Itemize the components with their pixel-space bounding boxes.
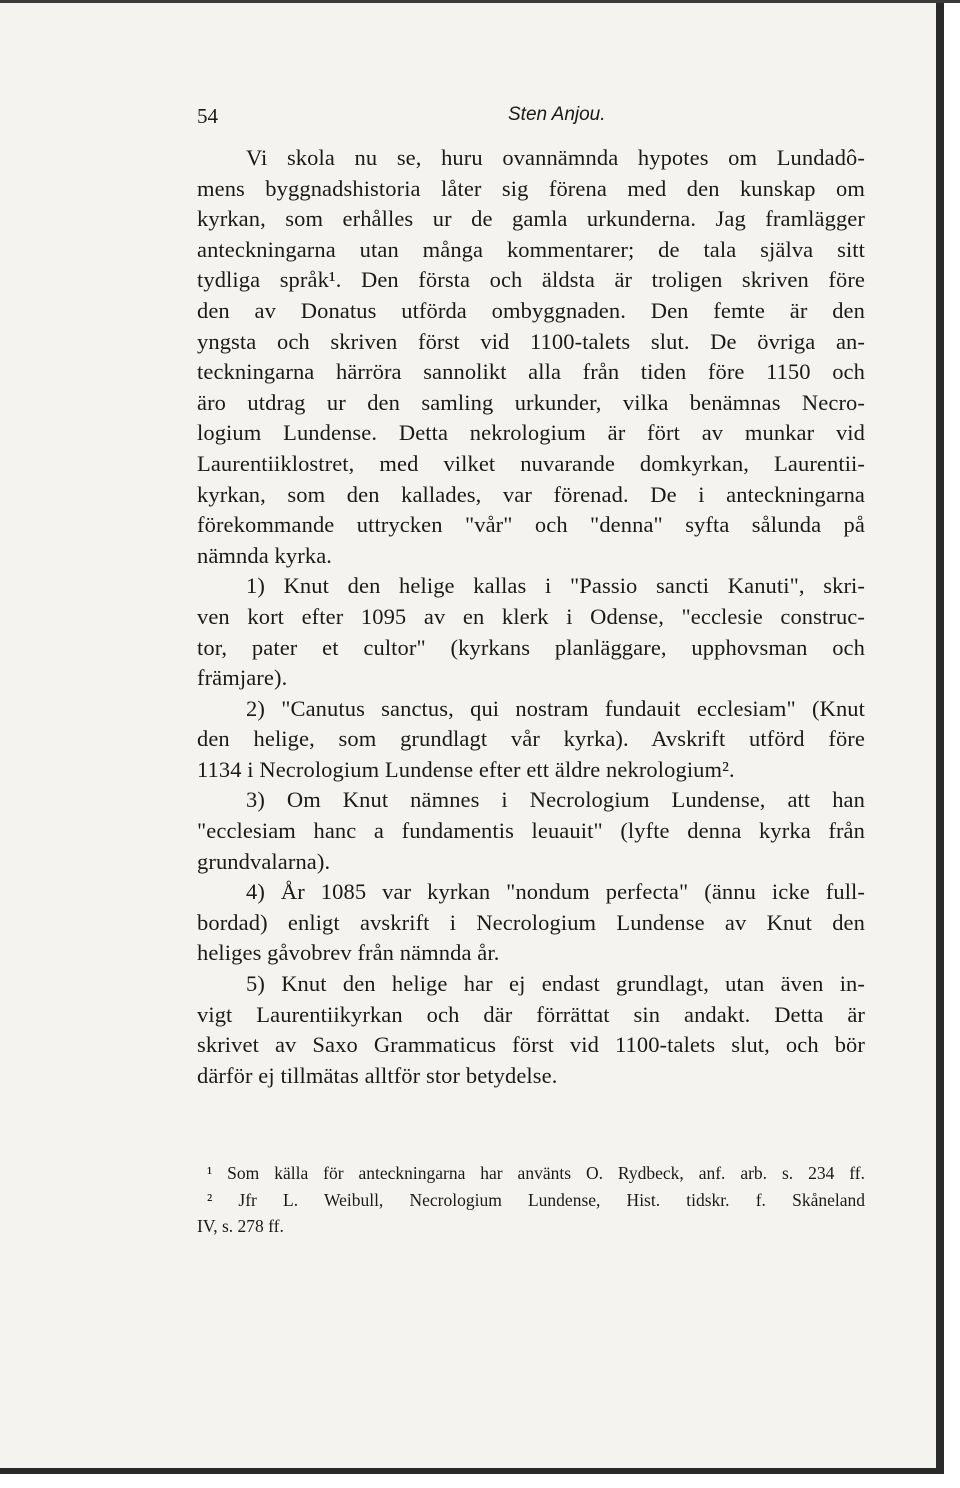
text-line: 3) Om Knut nämnes i Necrologium Lundense, att han	[246, 787, 865, 813]
text-line: den helige, som grundlagt vår kyrka). Avskrift utförd före	[197, 726, 865, 752]
text-line: mens byggnadshistoria låter sig förena med den kunskap om	[197, 175, 865, 201]
text-line: 1134 i Necrologium Lundense efter ett äldre nekrologium².	[197, 756, 735, 782]
text-line: förekommande uttrycken "vår" och "denna" syfta sålunda på	[197, 512, 865, 538]
text-line: bordad) enligt avskrift i Necrologium Lundense av Knut den	[197, 909, 865, 935]
text-line: nämnda kyrka.	[197, 542, 333, 568]
footnote-1: ¹ Som källa för anteckningarna har använts O. Rydbeck, anf. arb. s. 234 ff.	[207, 1163, 865, 1183]
running-head	[197, 100, 865, 132]
body-text	[197, 143, 865, 1091]
text-line: främjare).	[197, 665, 288, 691]
text-line: vigt Laurentiikyrkan och där förrättat sin andakt. Detta är	[197, 1001, 865, 1027]
text-line: teckningarna härröra sannolikt alla från tiden före 1150 och	[197, 359, 865, 385]
text-line: grundvalarna).	[197, 848, 331, 874]
scan-top-edge	[0, 0, 960, 3]
text-line: ven kort efter 1095 av en klerk i Odense, "ecclesie construc-	[197, 603, 865, 629]
text-line: därför ej tillmätas alltför stor betydelse.	[197, 1062, 558, 1088]
footnote-2-continued: IV, s. 278 ff.	[197, 1216, 284, 1236]
text-line: tydliga språk¹. Den första och äldsta är troligen skriven före	[197, 267, 865, 293]
running-title: Sten Anjou.	[508, 104, 606, 125]
text-line: anteckningarna utan många kommentarer; de tala själva sitt	[197, 236, 865, 262]
text-line: kyrkan, som erhålles ur de gamla urkunderna. Jag framlägger	[197, 206, 865, 232]
text-line: 1) Knut den helige kallas i "Passio sancti Kanuti", skri-	[246, 573, 865, 599]
text-line: "ecclesiam hanc a fundamentis leuauit" (lyfte denna kyrka från	[197, 818, 865, 844]
text-line: skrivet av Saxo Grammaticus först vid 1100-talets slut, och bör	[197, 1032, 865, 1058]
text-line: 2) "Canutus sanctus, qui nostram fundauit ecclesiam" (Knut	[246, 695, 865, 721]
text-line: Laurentiiklostret, med vilket nuvarande domkyrkan, Laurentii-	[197, 450, 865, 476]
text-line: Vi skola nu se, huru ovannämnda hypotes om Lundadô-	[246, 145, 865, 170]
footnotes	[197, 1160, 865, 1240]
text-line: logium Lundense. Detta nekrologium är fört av munkar vid	[197, 420, 865, 446]
text-line: den av Donatus utförda ombyggnaden. Den femte är den	[197, 297, 865, 323]
text-line: tor, pater et cultor" (kyrkans planläggare, upphovsman och	[197, 634, 865, 660]
text-line: 5) Knut den helige har ej endast grundlagt, utan även in-	[246, 971, 865, 997]
footnote-2: ² Jfr L. Weibull, Necrologium Lundense, Hist. tidskr. f. Skåneland	[207, 1189, 865, 1210]
text-line: heliges gåvobrev från nämnda år.	[197, 940, 500, 966]
text-line: äro utdrag ur den samling urkunder, vilka benämnas Necro-	[197, 389, 865, 415]
text-line: yngsta och skriven först vid 1100-talets slut. De övriga an-	[197, 328, 865, 354]
text-line: 4) År 1085 var kyrkan "nondum perfecta" (ännu icke full-	[246, 879, 865, 905]
page-number: 54	[197, 104, 218, 128]
text-line: kyrkan, som den kallades, var förenad. De i anteckningarna	[197, 481, 865, 507]
